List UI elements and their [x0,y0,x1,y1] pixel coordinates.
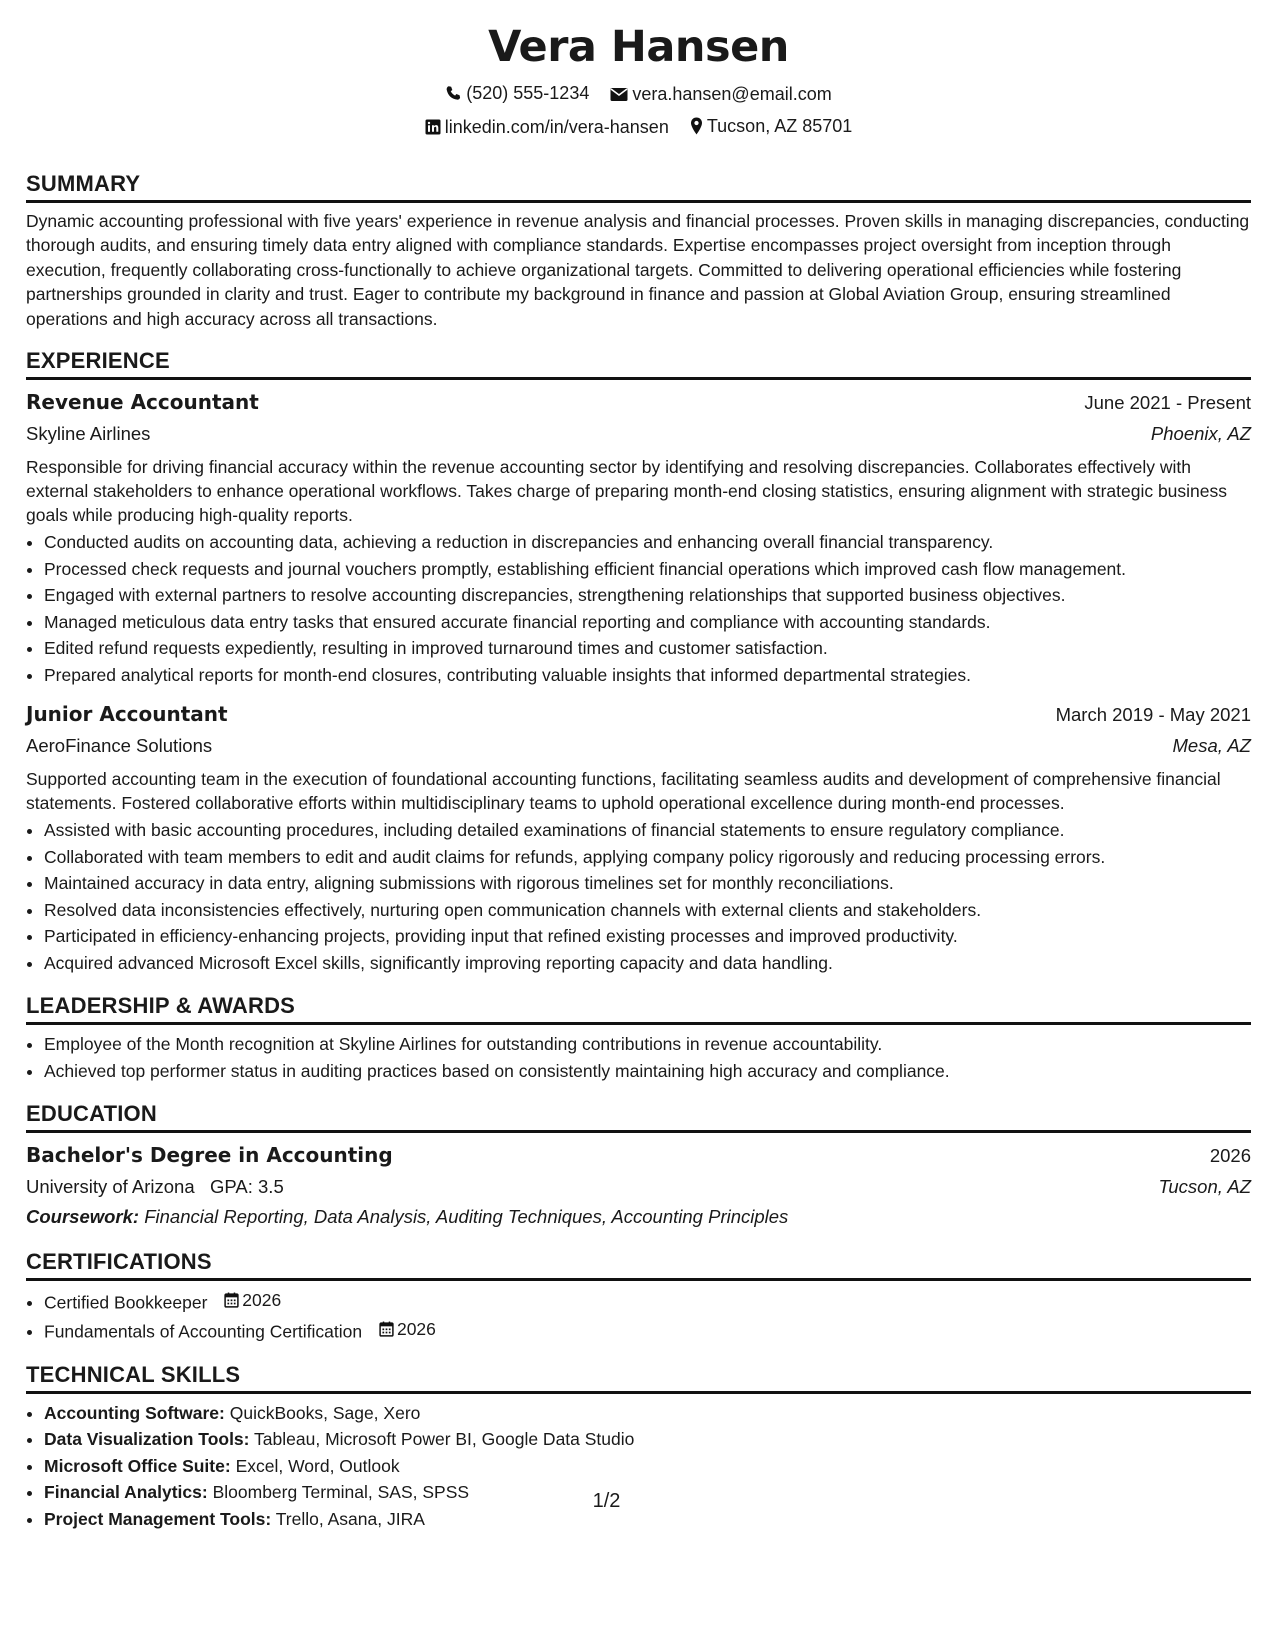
certification-year: 2026 [396,1318,436,1339]
company-name: Skyline Airlines [26,423,151,444]
job-description: Responsible for driving financial accuracy within the revenue accounting sector by identifying and resolving discrepancies. Collaborates effectively with external stakeholders to enhance operational workflows. Takes charge of preparing month-end closing statistics, ensuring alignment with strategic business goals while producing high-quality reports. [26,457,1228,525]
gpa: GPA: 3.5 [210,1176,284,1197]
coursework-list: Financial Reporting, Data Analysis, Auditing Techniques, Accounting Principles [144,1206,789,1227]
page-number: 1/2 [592,1490,621,1512]
list-item: • Managed meticulous data entry tasks that ensured accurate financial reporting and compliance with accounting standards. [44,609,1251,636]
school-line [26,1172,284,1202]
email-address[interactable]: vera.hansen@email.com [632,84,832,104]
skill-value: Tableau, Microsoft Power BI, Google Data Studio [254,1429,635,1449]
list-item [44,1453,1251,1480]
school-name: University of Arizona [26,1176,195,1197]
contact-line-1 [26,78,1251,111]
list-item: • Engaged with external partners to resolve accounting discrepancies, strengthening relationships that supported business objectives. [44,582,1251,609]
job-bullets [26,529,1251,688]
job-header-row [26,698,1251,731]
list-item: • Employee of the Month recognition at Skyline Airlines for outstanding contributions in revenue accountability. [44,1031,1251,1058]
linkedin-icon [425,119,441,135]
resume-page [26,20,1251,1532]
list-item: • Edited refund requests expediently, resulting in improved turnaround times and customer satisfaction. [44,635,1251,662]
job-description: Supported accounting team in the execution of foundational accounting functions, facilitating seamless audits and development of comprehensive financial statements. Fostered collaborative efforts within multidisciplinary teams to uphold operational excellence during month-end processes. [26,769,1221,813]
calendar-icon [224,1292,239,1308]
leadership-section [26,992,1251,1084]
certification-name: Fundamentals of Accounting Certification [44,1321,363,1341]
degree-title: Bachelor's Degree in Accounting [26,1143,393,1167]
job-bullets [26,817,1251,976]
skill-label: Data Visualization Tools: [44,1429,250,1449]
skill-value: Excel, Word, Outlook [235,1455,400,1476]
certification-name: Certified Bookkeeper [44,1292,208,1313]
list-item: • Processed check requests and journal vouchers promptly, establishing efficient financial operations which improved cash flow management. [44,556,1251,583]
education-section [26,1100,1251,1232]
list-item: • Maintained accuracy in data entry, aligning submissions with rigorous timelines set for monthly reconciliations. [44,870,1251,897]
company-name: AeroFinance Solutions [26,735,213,756]
phone-contact [445,78,589,108]
job-entry [26,386,1251,688]
certifications-list [26,1287,1251,1345]
job-location: Mesa, AZ [1172,735,1251,756]
summary-text: Dynamic accounting professional with five years' experience in revenue analysis and financial processes. Proven skills in managing discrepancies, conducting thorough audits, and ensuring timely data entry aligned with compliance standards. Expertise encompasses project oversight from inception through execution, frequently collaborating cross-functionally to achieve organizational targets. Committed to delivering operational efficiencies while fostering partnerships grounded in clarity and trust. Eager to contribute my background in finance and passion at Global Aviation Group, ensuring streamlined operations and high accuracy across all transactions. [26,210,1250,329]
list-item: • Participated in efficiency-enhancing projects, providing input that refined existing processes and improved productivity. [44,923,1251,950]
calendar-icon [379,1321,394,1337]
location-text: Tucson, AZ 85701 [706,115,853,136]
job-header-row [26,386,1251,419]
section-title-skills: TECHNICAL SKILLS [26,1361,1251,1394]
list-item: • Assisted with basic accounting procedures, including detailed examinations of financial statements to ensure regulatory compliance. [44,817,1251,844]
job-entry [26,698,1251,976]
experience-section [26,347,1251,976]
skill-value: Bloomberg Terminal, SAS, SPSS [212,1482,470,1502]
job-location: Phoenix, AZ [1150,423,1251,444]
linkedin-contact[interactable] [425,112,669,142]
graduation-year: 2026 [1209,1145,1251,1166]
leadership-list [26,1031,1251,1084]
education-header-row [26,1139,1251,1172]
list-item [44,1316,1251,1345]
job-dates: March 2019 - May 2021 [1055,704,1251,725]
job-dates: June 2021 - Present [1084,392,1251,413]
location-contact [690,111,852,141]
email-contact[interactable] [610,79,831,109]
section-title-education: EDUCATION [26,1100,1251,1133]
section-title-certifications: CERTIFICATIONS [26,1248,1251,1281]
list-item: • Collaborated with team members to edit and audit claims for refunds, applying company policy rigorously and reducing processing errors. [44,844,1251,871]
map-pin-icon [690,117,703,135]
education-school-row [26,1172,1251,1202]
skill-label: Project Management Tools: [44,1508,272,1529]
certification-date [379,1316,436,1343]
list-item [44,1426,1251,1453]
list-item: • Acquired advanced Microsoft Excel skills, significantly improving reporting capacity and data handling. [44,950,1251,977]
certifications-section [26,1248,1251,1345]
skill-label: Financial Analytics: [44,1482,208,1502]
list-item: • Conducted audits on accounting data, achieving a reduction in discrepancies and enhancing overall financial transparency. [44,529,1251,556]
coursework-line [26,1202,1251,1232]
linkedin-url[interactable]: linkedin.com/in/vera-hansen [444,116,669,137]
job-company-row [26,731,1251,761]
certification-date [224,1287,281,1314]
list-item [44,1287,1251,1316]
list-item [44,1400,1251,1427]
summary-section [26,170,1251,332]
skill-value: Trello, Asana, JIRA [275,1508,425,1529]
list-item: • Achieved top performer status in auditing practices based on consistently maintaining high accuracy and compliance. [44,1058,1251,1085]
list-item: • Resolved data inconsistencies effectively, nurturing open communication channels with external clients and stakeholders. [44,897,1251,924]
list-item: • Prepared analytical reports for month-end closures, contributing valuable insights that informed departmental strategies. [44,662,1251,689]
coursework-label: Coursework: [26,1206,140,1227]
phone-icon [445,85,462,102]
section-title-experience: EXPERIENCE [26,347,1251,380]
job-title: Junior Accountant [26,702,228,726]
candidate-name: Vera Hansen [488,22,789,72]
skill-label: Accounting Software: [44,1402,225,1423]
certification-year: 2026 [242,1290,282,1310]
contact-line-2 [26,111,1251,144]
envelope-icon [610,87,628,102]
section-title-leadership: LEADERSHIP & AWARDS [26,992,1251,1025]
skill-value: QuickBooks, Sage, Xero [229,1402,421,1423]
phone-number: (520) 555-1234 [466,83,590,103]
section-title-summary: SUMMARY [26,170,1251,203]
skill-label: Microsoft Office Suite: [44,1455,231,1476]
school-location: Tucson, AZ [1158,1176,1251,1197]
job-company-row [26,419,1251,449]
job-title: Revenue Accountant [26,390,259,414]
